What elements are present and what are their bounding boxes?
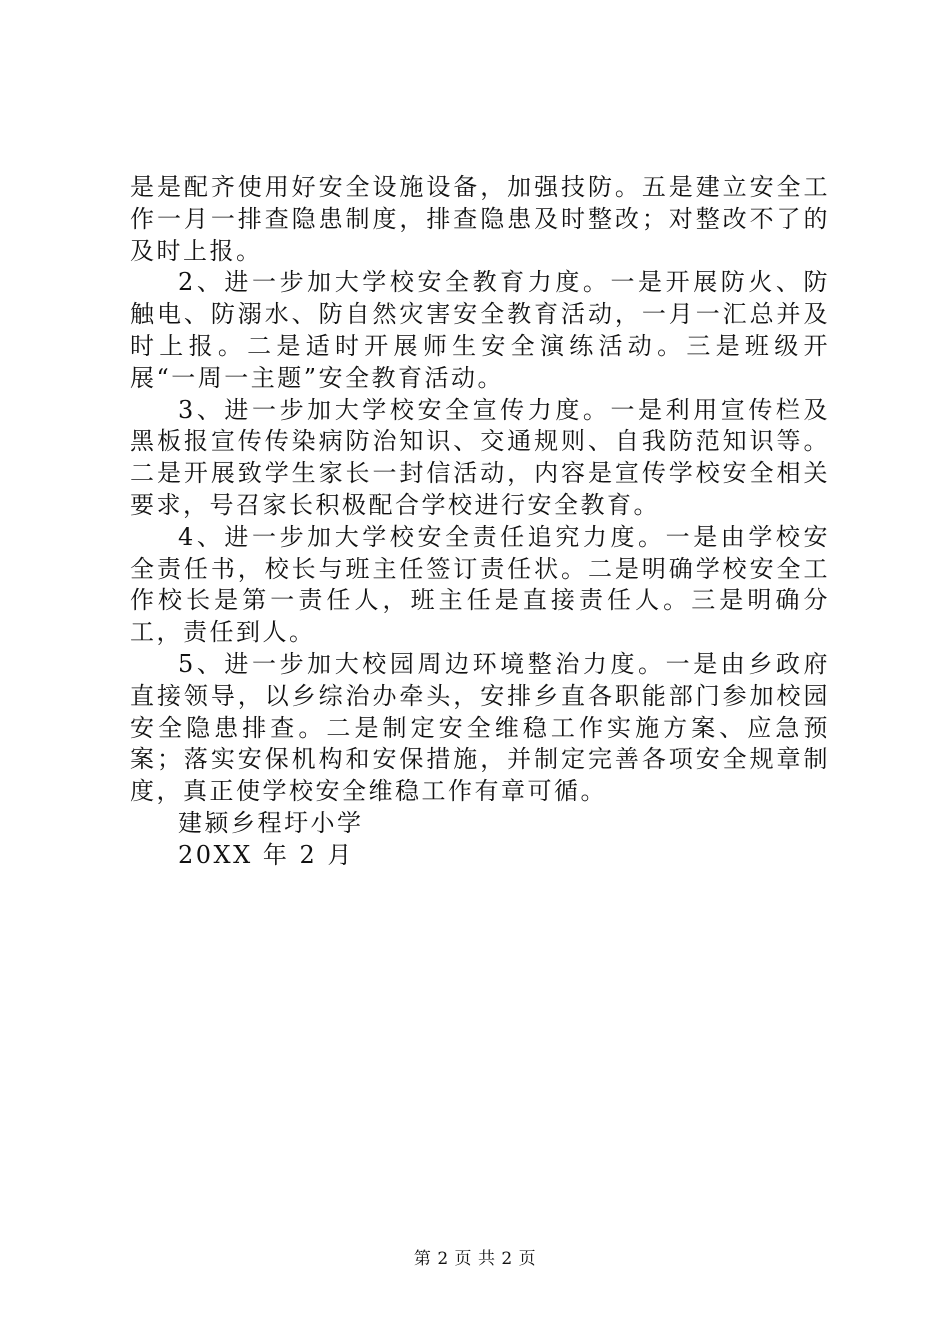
- signature-organization: 建颍乡程圩小学: [178, 808, 364, 837]
- signature-date: 20XX 年 2 月: [178, 840, 354, 869]
- paragraph-item-3: 3、进一步加大学校安全宣传力度。一是利用宣传栏及黑板报宣传传染病防治知识、交通规则、自我防范知识等。二是开展致学生家长一封信活动，内容是宣传学校安全相关要求，号召家长积极配合学校进行安全教育。: [130, 395, 830, 519]
- page-footer: 第 2 页 共 2 页: [413, 1249, 537, 1269]
- paragraph-item-4: 4、进一步加大学校安全责任追究力度。一是由学校安全责任书，校长与班主任签订责任状。二是明确学校安全工作校长是第一责任人，班主任是直接责任人。三是明确分工，责任到人。: [130, 522, 830, 647]
- paragraph-item-5: 5、进一步加大校园周边环境整治力度。一是由乡政府直接领导，以乡综治办牵头，安排乡直各职能部门参加校园安全隐患排查。二是制定安全维稳工作实施方案、应急预案；落实安保机构和安保措施，并制定完善各项安全规章制度，真正使学校安全维稳工作有章可循。: [130, 649, 830, 806]
- paragraph-item-2: 2、进一步加大学校安全教育力度。一是开展防火、防触电、防溺水、防自然灾害安全教育活动，一月一汇总并及时上报。二是适时开展师生安全演练活动。三是班级开展“一周一主题”安全教育活动。: [130, 268, 830, 392]
- paragraph-continuation: 是是配齐使用好安全设施设备，加强技防。五是建立安全工作一月一排查隐患制度，排查隐患及时整改；对整改不了的及时上报。: [130, 173, 830, 265]
- document-body: [130, 172, 830, 872]
